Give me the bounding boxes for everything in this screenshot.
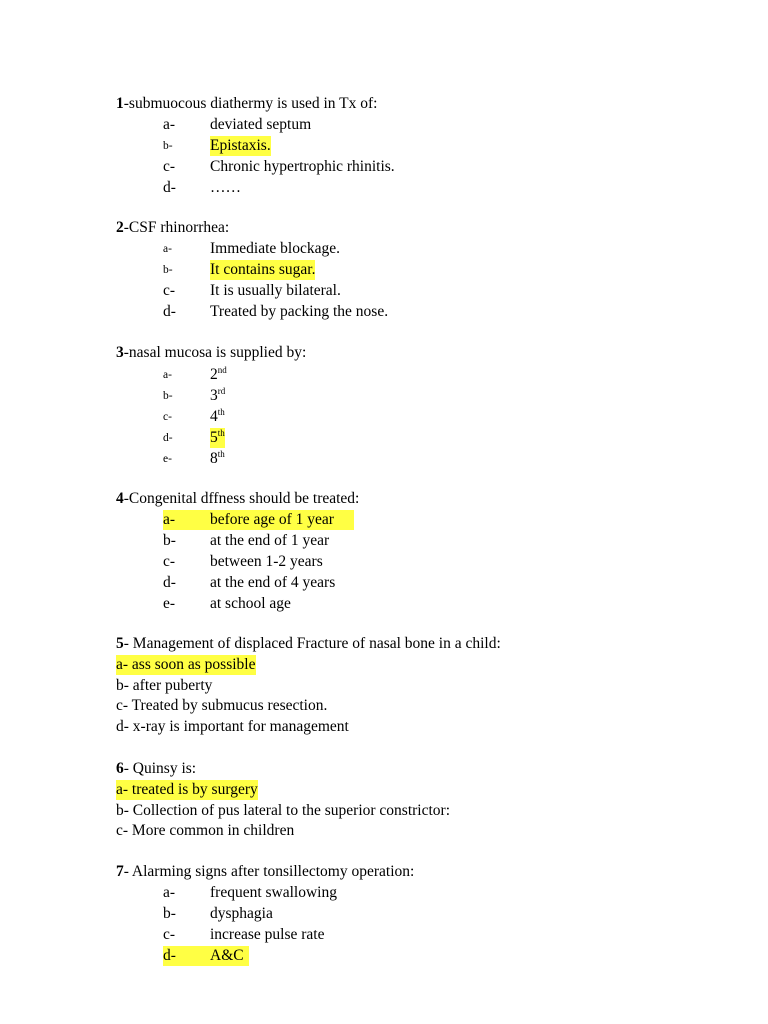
question-title: 7- Alarming signs after tonsillectomy operation: bbox=[116, 863, 415, 880]
question-title: 6- Quinsy is: bbox=[116, 760, 197, 777]
question-title: 5- Management of displaced Fracture of nasal bone in a child: bbox=[116, 635, 501, 652]
question-title: 2-CSF rhinorrhea: bbox=[116, 219, 230, 236]
option-b: b- dysphagia bbox=[163, 905, 273, 922]
option-c: c- Chronic hypertrophic rhinitis. bbox=[163, 158, 395, 175]
option-d: d- at the end of 4 years bbox=[163, 574, 336, 591]
option-d: d- 5th bbox=[163, 428, 225, 446]
option-c: c- between 1-2 years bbox=[163, 553, 323, 570]
option-b: b- Collection of pus lateral to the superior constrictor: bbox=[116, 802, 451, 819]
option-c: c- It is usually bilateral. bbox=[163, 282, 341, 299]
option-b: b- at the end of 1 year bbox=[163, 532, 330, 549]
option-d: d- Treated by packing the nose. bbox=[163, 303, 389, 320]
option-a: a- before age of 1 year bbox=[163, 511, 334, 528]
option-d: d- …… bbox=[163, 179, 241, 196]
question-title: 4-Congenital dffness should be treated: bbox=[116, 490, 360, 507]
option-a: a- deviated septum bbox=[163, 116, 312, 133]
option-b: b- 3rd bbox=[163, 386, 226, 404]
answer-highlight: Epistaxis. bbox=[210, 137, 271, 154]
option-a: a- frequent swallowing bbox=[163, 884, 337, 901]
option-d: d- A&C bbox=[163, 947, 244, 964]
option-a: a- Immediate blockage. bbox=[163, 240, 340, 257]
answer-highlight: 5th bbox=[210, 428, 225, 446]
option-b: b- after puberty bbox=[116, 677, 213, 694]
option-c: c- 4th bbox=[163, 407, 225, 425]
question-title: 1-submuocous diathermy is used in Tx of: bbox=[116, 95, 378, 112]
option-e: e- 8th bbox=[163, 449, 225, 467]
option-a: a- ass soon as possible bbox=[116, 656, 256, 673]
option-e: e- at school age bbox=[163, 595, 291, 612]
option-a: a- 2nd bbox=[163, 365, 227, 383]
answer-highlight: It contains sugar. bbox=[210, 261, 316, 278]
option-c: c- Treated by submucus resection. bbox=[116, 697, 328, 714]
question-title: 3-nasal mucosa is supplied by: bbox=[116, 344, 307, 361]
option-c: c- increase pulse rate bbox=[163, 926, 325, 943]
option-a: a- treated is by surgery bbox=[116, 781, 258, 798]
option-d: d- x-ray is important for management bbox=[116, 718, 349, 735]
option-b: b- It contains sugar. bbox=[163, 261, 316, 278]
option-b: b- Epistaxis. bbox=[163, 137, 271, 154]
option-c: c- More common in children bbox=[116, 822, 295, 839]
